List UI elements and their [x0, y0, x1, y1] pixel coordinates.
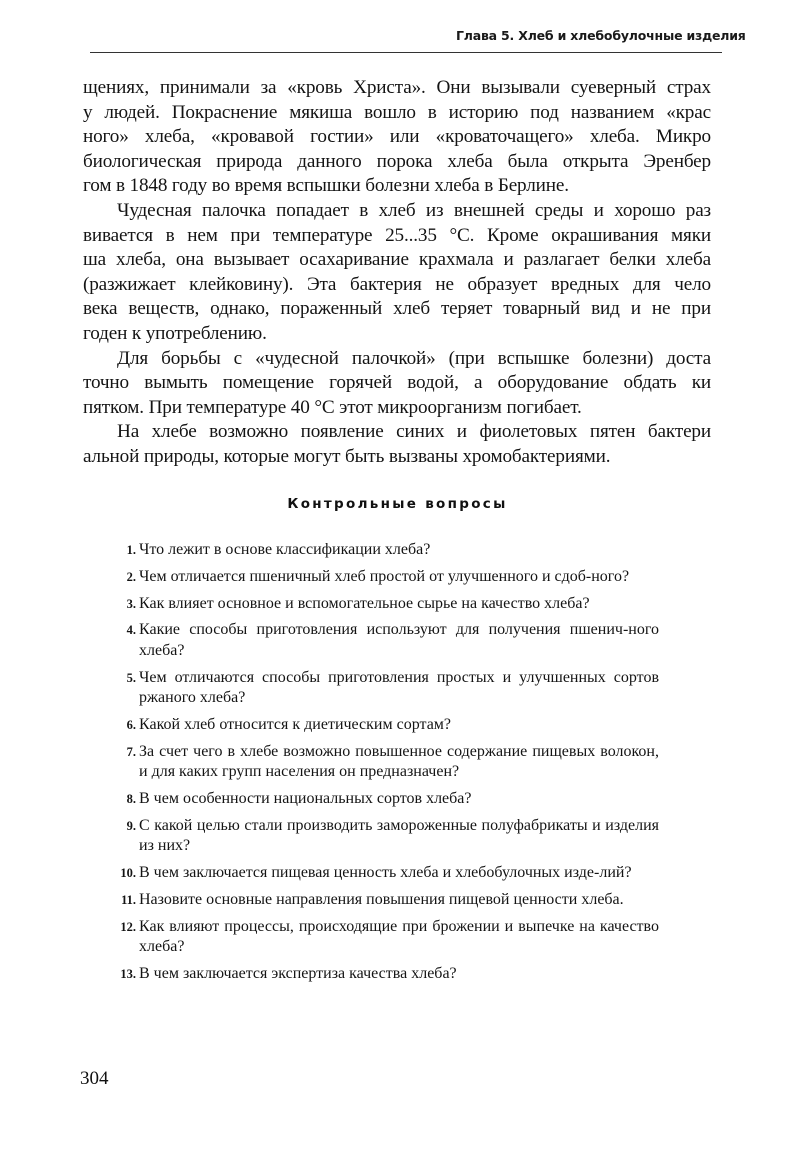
- text-line: точно вымыть помещение горячей водой, а оборудование обдать ки: [83, 372, 711, 394]
- questions-list: [114, 540, 659, 991]
- text-line: На хлебе возможно появление синих и фиолетовых пятен бактери: [117, 421, 711, 443]
- question-text: Какой хлеб относится к диетическим сортам?: [139, 715, 452, 733]
- text-line: века веществ, однако, пораженный хлеб теряет товарный вид и не при: [83, 298, 711, 320]
- question-item: [114, 540, 659, 561]
- body-text: [83, 76, 711, 470]
- question-item: [114, 863, 659, 884]
- question-text: Как влияют процессы, происходящие при брожении и выпечке на качество хлеба?: [139, 917, 659, 956]
- question-text: Чем отличаются способы приготовления простых и улучшенных сортов ржаного хлеба?: [139, 668, 659, 707]
- header-rule: [90, 52, 722, 53]
- question-text: Что лежит в основе классификации хлеба?: [139, 541, 431, 558]
- text-line: годен к употреблению.: [83, 322, 267, 344]
- question-item: [114, 668, 659, 709]
- text-line: (разжижает клейковину). Эта бактерия не образует вредных для чело: [83, 273, 711, 295]
- question-item: [114, 567, 659, 588]
- question-number: 5.: [126, 670, 136, 685]
- text-line: ша хлеба, она вызывает осахаривание крахмала и разлагает белки хлеба: [83, 249, 711, 271]
- text-line: ного» хлеба, «кровавой гостии» или «кроваточащего» хлеба. Микро: [83, 126, 711, 148]
- question-number: 12.: [120, 919, 136, 934]
- question-text: В чем особенности национальных сортов хлеба?: [139, 790, 472, 808]
- text-line: Чудесная палочка попадает в хлеб из внешней среды и хорошо раз: [117, 199, 711, 221]
- running-header: Глава 5. Хлеб и хлебобулочные изделия: [456, 28, 746, 43]
- question-number: 9.: [126, 818, 136, 833]
- question-item: [114, 816, 659, 857]
- question-item: [114, 742, 659, 783]
- question-item: [114, 917, 659, 958]
- question-item: [114, 715, 659, 736]
- question-text: В чем заключается пищевая ценность хлеба и хлебобулочных изде-лий?: [139, 864, 632, 882]
- question-number: 3.: [126, 596, 136, 611]
- question-text: Чем отличается пшеничный хлеб простой от улучшенного и сдоб-ного?: [139, 567, 630, 585]
- question-text: За счет чего в хлебе возможно повышенное содержание пищевых волокон, и для каких групп населения он предназначен?: [139, 742, 659, 781]
- section-heading: Контрольные вопросы: [287, 496, 508, 512]
- question-item: [114, 594, 659, 615]
- text-line: щениях, принимали за «кровь Христа». Они вызывали суеверный страх: [83, 77, 711, 98]
- question-item: [114, 964, 659, 985]
- question-number: 1.: [126, 543, 136, 557]
- text-line: гом в 1848 году во время вспышки болезни хлеба в Берлине.: [83, 175, 569, 197]
- question-text: Как влияет основное и вспомогательное сырье на качество хлеба?: [139, 594, 590, 612]
- question-text: Какие способы приготовления используют для получения пшенич-ного хлеба?: [139, 621, 659, 659]
- text-line: вивается в нем при температуре 25...35 °С. Кроме окрашивания мяки: [83, 224, 711, 246]
- question-text: В чем заключается экспертиза качества хлеба?: [139, 965, 457, 983]
- question-item: [114, 620, 659, 661]
- question-number: 7.: [126, 744, 136, 759]
- question-number: 10.: [120, 866, 136, 881]
- question-item: [114, 890, 659, 911]
- text-line: у людей. Покраснение мякиша вошло в историю под названием «крас: [83, 101, 711, 123]
- question-text: Назовите основные направления повышения пищевой ценности хлеба.: [139, 890, 624, 908]
- question-number: 11.: [121, 892, 136, 907]
- question-number: 8.: [126, 792, 136, 807]
- question-text: С какой целью стали производить замороженные полуфабрикаты и изделия из них?: [139, 816, 659, 855]
- question-number: 4.: [126, 623, 136, 638]
- text-line: биологическая природа данного порока хлеба была открыта Эренбер: [83, 150, 711, 172]
- text-line: пятком. При температуре 40 °С этот микроорганизм погибает.: [83, 396, 582, 418]
- question-number: 13.: [120, 967, 136, 982]
- question-number: 6.: [126, 717, 136, 732]
- text-line: Для борьбы с «чудесной палочкой» (при вспышке болезни) доста: [117, 347, 711, 369]
- question-item: [114, 789, 659, 810]
- page-number: 304: [80, 1068, 109, 1089]
- question-number: 2.: [126, 569, 136, 584]
- text-line: альной природы, которые могут быть вызваны хромобактериями.: [83, 445, 611, 467]
